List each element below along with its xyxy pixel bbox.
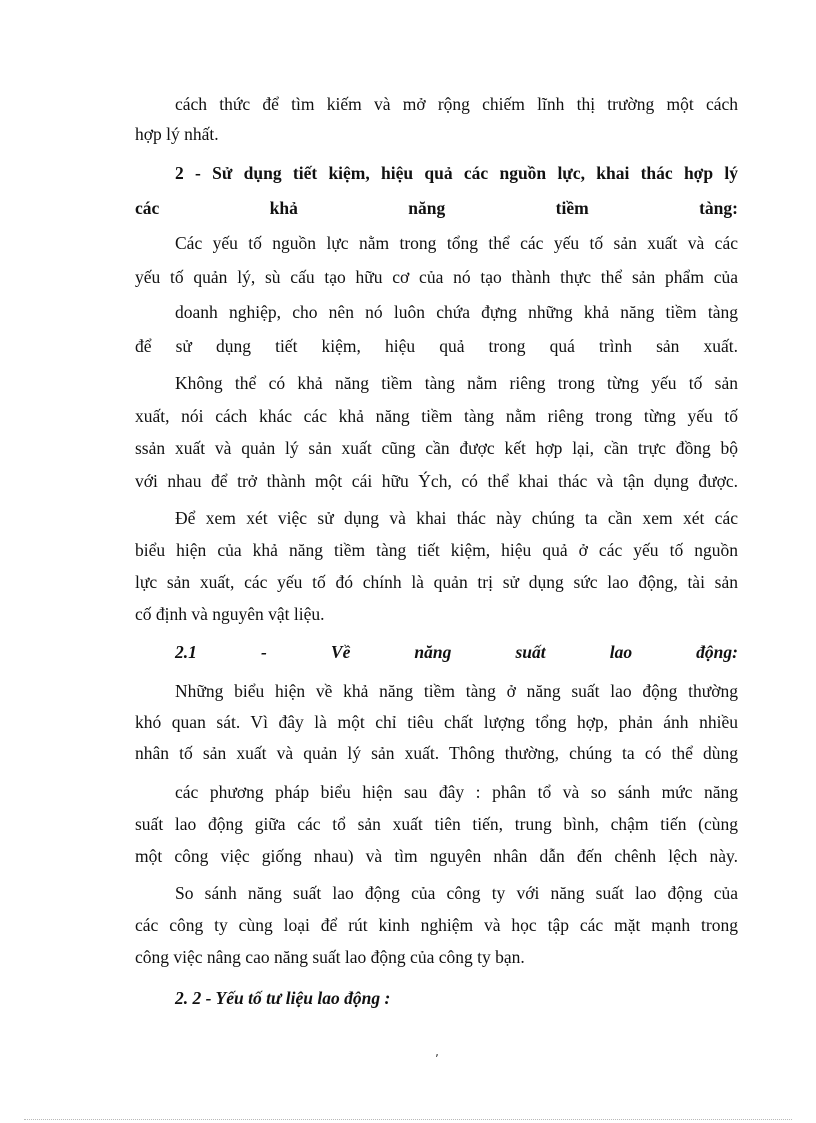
body-line: ssản xuất và quản lý sản xuất cũng cần được kết hợp lại, cần trực đồng bộ (135, 438, 738, 458)
section-heading: 2 - Sử dụng tiết kiệm, hiệu quả các nguồn lực, khai thác hợp lý (175, 163, 738, 183)
body-line: So sánh năng suất lao động của công ty với năng suất lao động của (175, 883, 738, 903)
subsection-heading: 2.1 - Về năng suất lao động: (175, 642, 738, 662)
body-line: nhân tố sản xuất và quản lý sản xuất. Thông thường, chúng ta có thể dùng (135, 743, 738, 763)
body-line: suất lao động giữa các tổ sản xuất tiên tiến, trung bình, chậm tiến (cùng (135, 814, 738, 834)
body-line: lực sản xuất, các yếu tố đó chính là quản trị sử dụng sức lao động, tài sản (135, 572, 738, 592)
footer-mark: ʼ (435, 1052, 439, 1066)
body-line: Các yếu tố nguồn lực nằm trong tổng thể các yếu tố sản xuất và các (175, 233, 738, 253)
body-line: cố định và nguyên vật liệu. (135, 604, 325, 624)
body-line: doanh nghiệp, cho nên nó luôn chứa đựng những khả năng tiềm tàng (175, 302, 738, 322)
section-heading: các khả năng tiềm tàng: (135, 198, 738, 218)
subsection-heading: 2. 2 - Yếu tố tư liệu lao động : (175, 988, 391, 1008)
body-line: biểu hiện của khả năng tiềm tàng tiết kiệm, hiệu quả ở các yếu tố nguồn (135, 540, 738, 560)
body-line: các phương pháp biểu hiện sau đây : phân tổ và so sánh mức năng (175, 782, 738, 802)
body-line: Để xem xét việc sử dụng và khai thác này chúng ta cần xem xét các (175, 508, 738, 528)
body-line: xuất, nói cách khác các khả năng tiềm tàng nằm riêng trong từng yếu tố (135, 406, 738, 426)
body-line: Những biểu hiện về khả năng tiềm tàng ở năng suất lao động thường (175, 681, 738, 701)
body-line: yếu tố quản lý, sù cấu tạo hữu cơ của nó tạo thành thực thể sản phẩm của (135, 267, 738, 287)
body-line: các công ty cùng loại để rút kinh nghiệm và học tập các mặt mạnh trong (135, 915, 738, 935)
body-line: khó quan sát. Vì đây là một chỉ tiêu chất lượng tổng hợp, phản ánh nhiều (135, 712, 738, 732)
body-line: với nhau để trở thành một cái hữu Ých, có thể khai thác và tận dụng được. (135, 471, 738, 491)
body-line: Không thể có khả năng tiềm tàng nằm riêng trong từng yếu tố sản (175, 373, 738, 393)
body-line: cách thức để tìm kiếm và mở rộng chiếm lĩnh thị trường một cách (175, 94, 738, 114)
body-line: để sử dụng tiết kiệm, hiệu quả trong quá trình sản xuất. (135, 336, 738, 356)
page-bottom-divider (24, 1119, 792, 1120)
body-line: hợp lý nhất. (135, 124, 219, 144)
body-line: một công việc giống nhau) và tìm nguyên nhân dẫn đến chênh lệch này. (135, 846, 738, 866)
body-line: công việc nâng cao năng suất lao động của công ty bạn. (135, 947, 525, 967)
